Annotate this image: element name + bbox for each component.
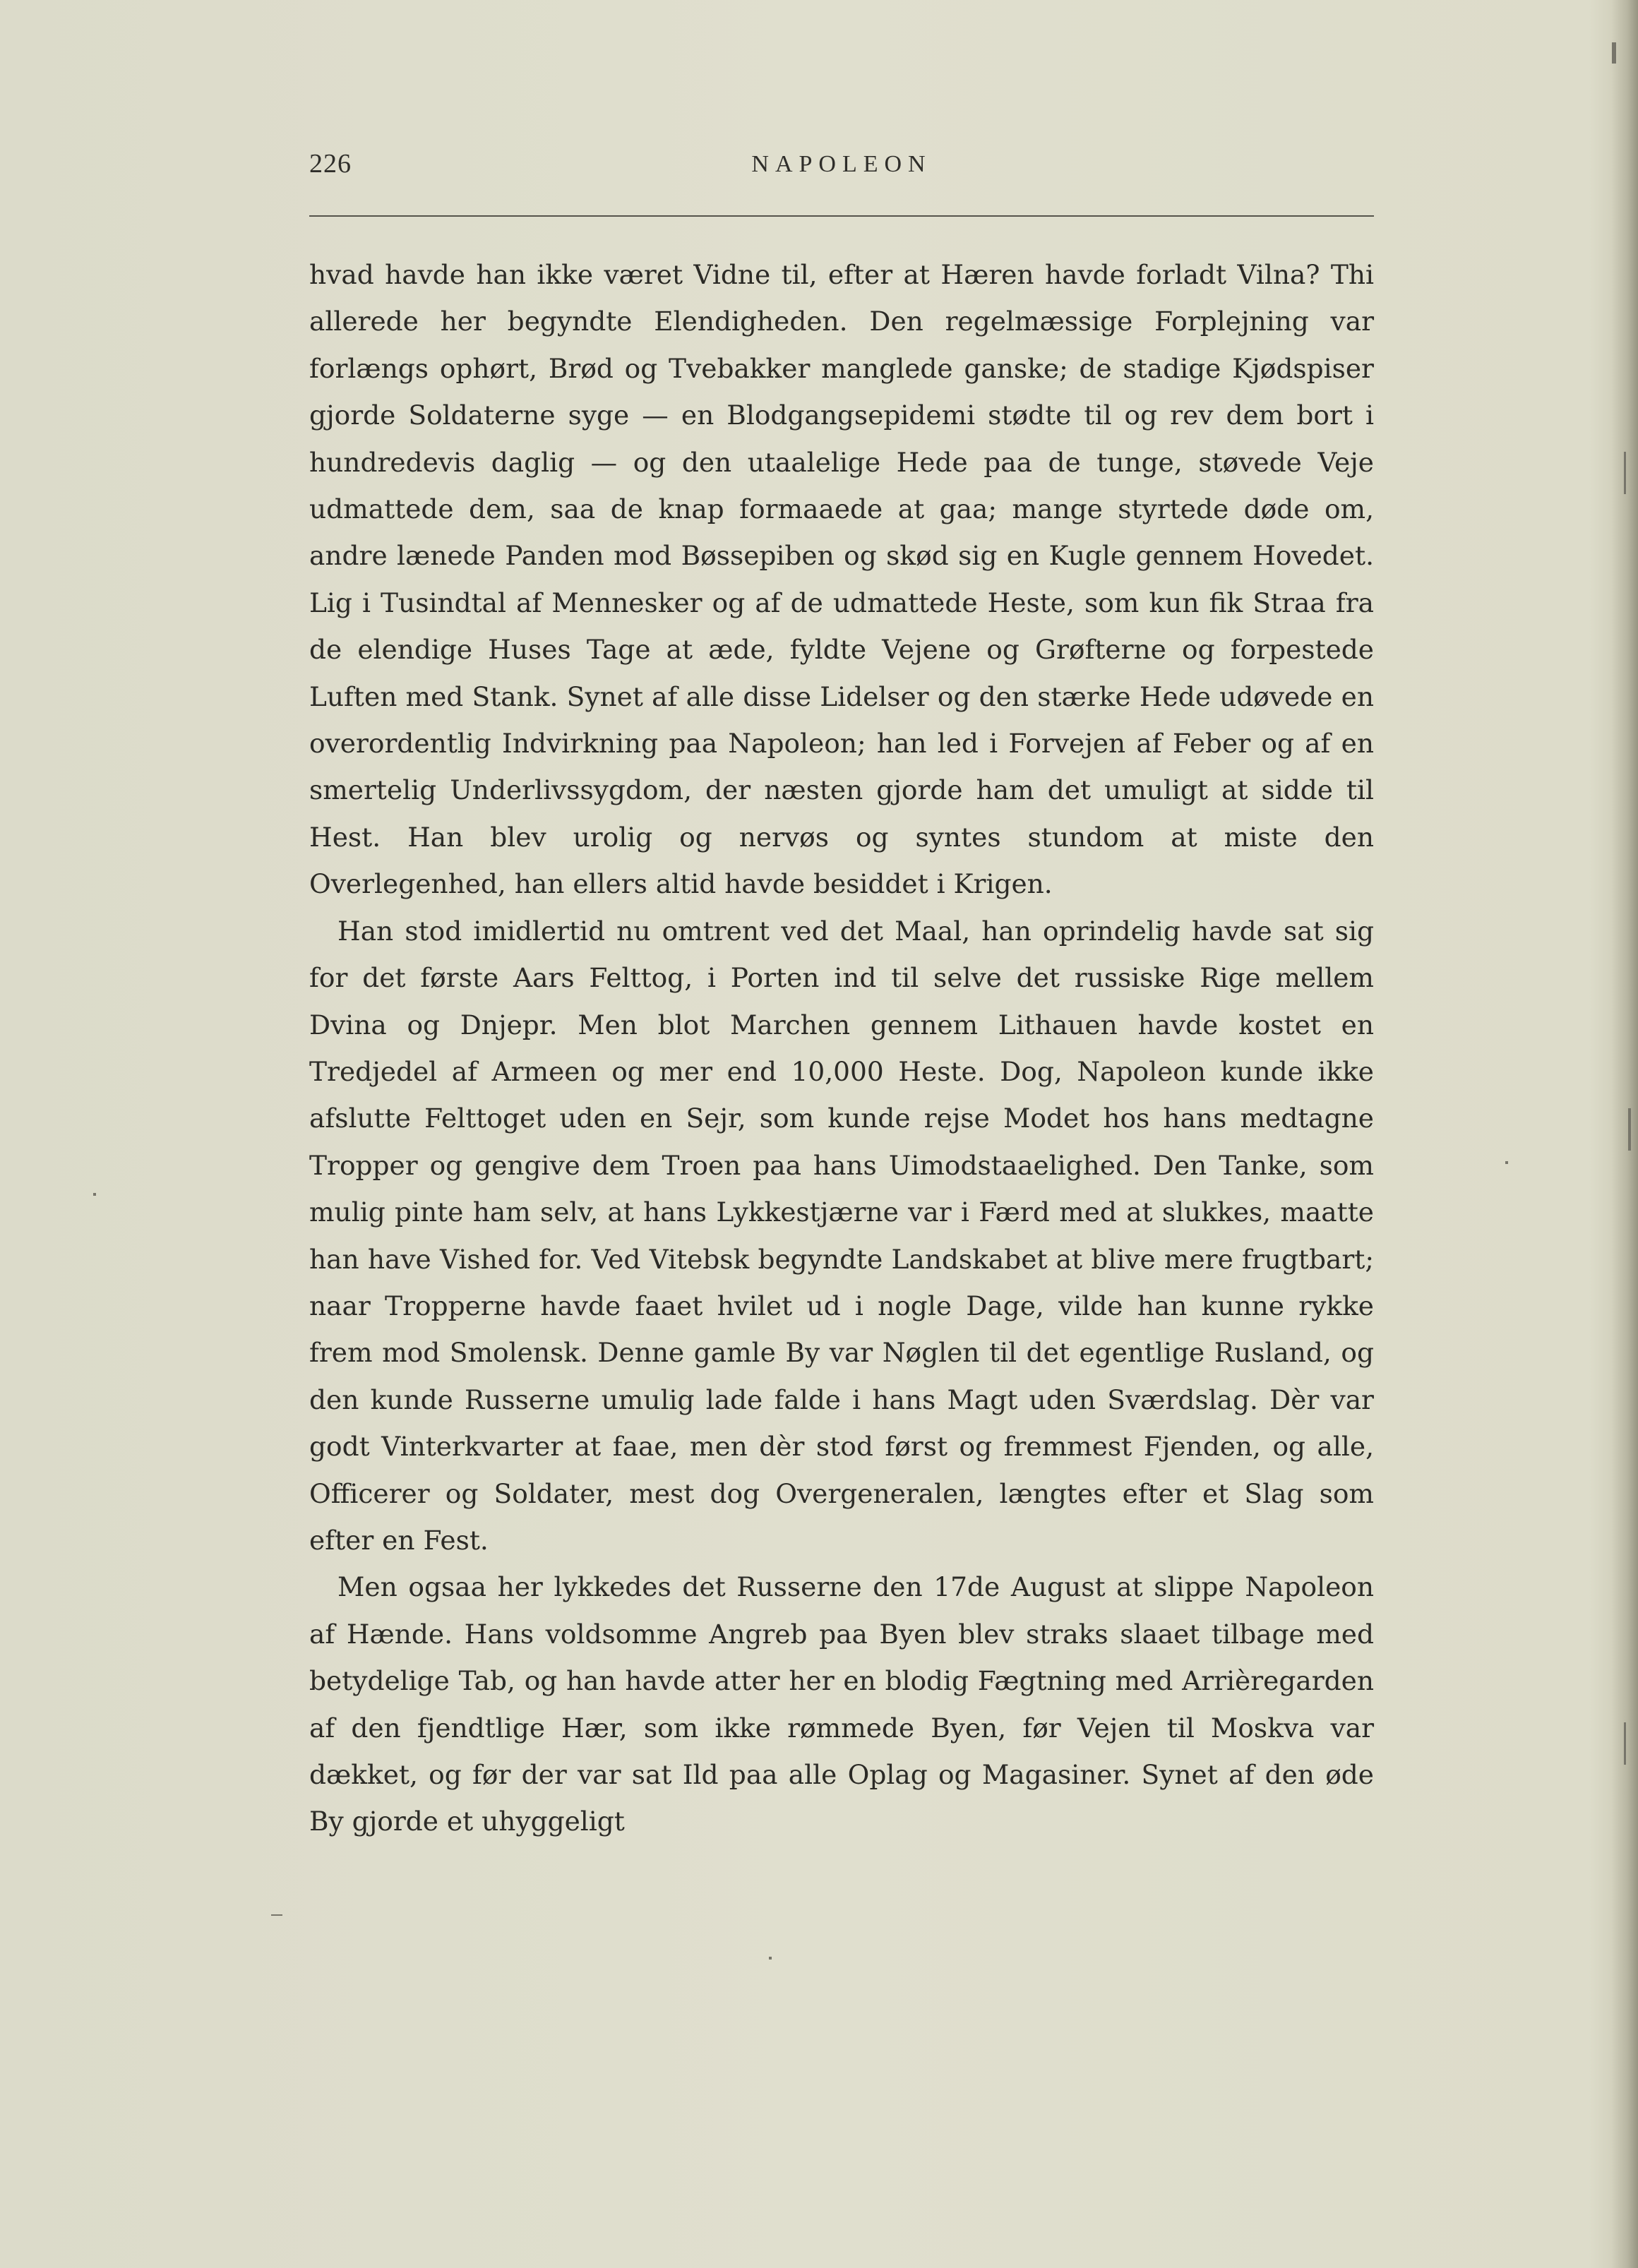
margin-speck <box>1505 1161 1508 1164</box>
margin-speck <box>1612 42 1616 64</box>
margin-speck <box>1624 1722 1626 1765</box>
page-edge-shadow <box>1611 0 1638 2268</box>
header-rule <box>309 215 1374 217</box>
margin-speck <box>93 1193 96 1196</box>
margin-speck <box>1628 1108 1631 1151</box>
paragraph-2: Han stod imidlertid nu omtrent ved det Maal, han oprindelig havde sat sig for det første Aars Felttog, i Porten ind til selve det russiske Rige mellem Dvina og Dnjepr. Men blot Marchen gennem Lithauen havde kostet en Tredjedel af Armeen og mer end 10,000 Heste. Dog, Napoleon kunde ikke afslutte Felttoget uden en Sejr, som kunde rejse Modet hos hans medtagne Tropper og gengive dem Troen paa hans Uimodstaaelighed. Den Tanke, som mulig pinte ham selv, at hans Lykkestjærne var i Færd med at slukkes, maatte han have Vished for. Ved Vitebsk begyndte Landskabet at blive mere frugtbart; naar Tropperne havde faaet hvilet ud i nogle Dage, vilde han kunne rykke frem mod Smolensk. Denne gamle By var Nøglen til det egentlige Rusland, og den kunde Russerne umulig lade falde i hans Magt uden Sværdslag. Dèr var godt Vinterkvarter at faae, men dèr stod først og fremmest Fjenden, og alle, Officerer og Soldater, mest dog Overgeneralen, længtes efter et Slag som efter en Fest. <box>309 915 1374 1556</box>
margin-speck <box>769 1957 772 1960</box>
paragraph-3: Men ogsaa her lykkedes det Russerne den 17de August at slippe Napoleon af Hænde. Hans voldsomme Angreb paa Byen blev straks slaaet tilbage med betydelige Tab, og han havde atter her en blodig Fægtning med Arrièregarden af den fjendtlige Hær, som ikke rømmede Byen, før Vejen til Moskva var dækket, og før der var sat Ild paa alle Oplag og Magasiner. Synet af den øde By gjorde et uhyggeligt <box>309 1571 1374 1837</box>
running-head <box>309 148 1374 191</box>
paragraph-1: hvad havde han ikke været Vidne til, efter at Hæren havde forladt Vilna? Thi allerede her begyndte Elendigheden. Den regelmæssige Forplejning var forlængs ophørt, Brød og Tvebakker manglede ganske; de stadige Kjødspiser gjorde Soldaterne syge — en Blodgangsepidemi stødte til og rev dem bort i hundredevis daglig — og den utaalelige Hede paa de tunge, støvede Veje udmattede dem, saa de knap formaaede at gaa; mange styrtede døde om, andre lænede Panden mod Bøssepiben og skød sig en Kugle gennem Hovedet. Lig i Tusindtal af Mennesker og af de udmattede Heste, som kun fik Straa fra de elendige Huses Tage at æde, fyldte Vejene og Grøfterne og forpestede Luften med Stank. Synet af alle disse Lidelser og den stærke Hede udøvede en overordentlig Indvirkning paa Napoleon; han led i Forvejen af Feber og af en smertelig Underlivssygdom, der næsten gjorde ham det umuligt at sidde til Hest. Han blev urolig og nervøs og syntes stundom at miste den Overlegenhed, han ellers altid havde besiddet i Krigen. <box>309 259 1374 900</box>
running-title: NAPOLEON <box>751 151 932 177</box>
margin-speck <box>1624 452 1626 494</box>
page-number: 226 <box>309 149 352 179</box>
margin-speck <box>271 1914 282 1916</box>
body-text <box>309 251 1374 1845</box>
